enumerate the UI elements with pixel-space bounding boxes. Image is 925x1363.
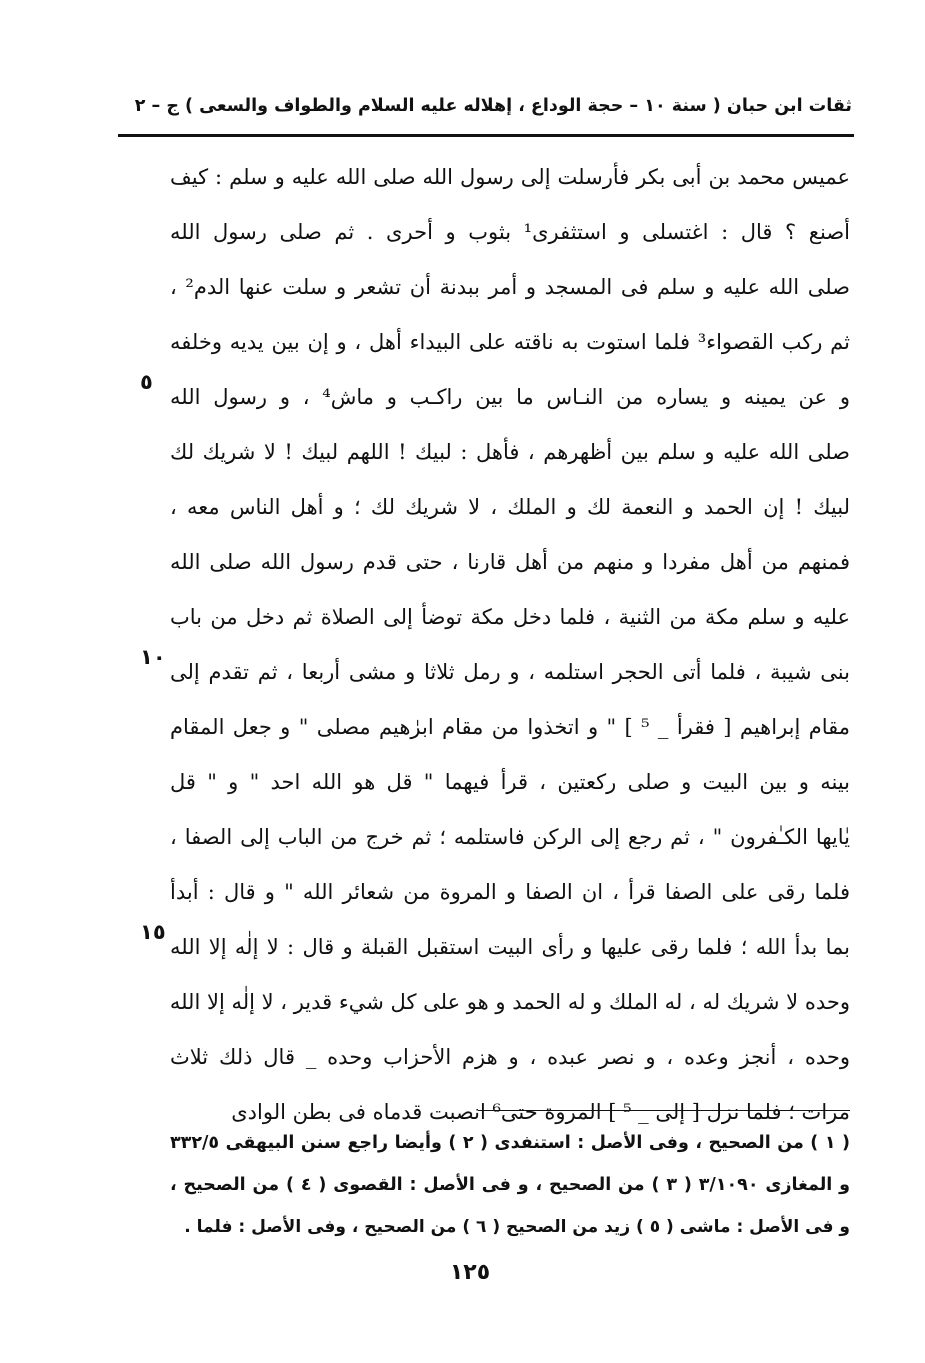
text-line: بما بدأ الله ؛ فلما رقى عليها و رأى البيت استقبل القبلة و قال : لا إلٰه إلا الله (170, 935, 850, 959)
text-line: وحده لا شريك له ، له الملك و له الحمد و هو على كل شيء قدير ، لا إلٰه إلا الله (170, 990, 850, 1014)
text-line: وحده ، أنجز وعده ، و نصر عبده ، و هزم الأحزاب وحده _ قال ذلك ثلاث (170, 1045, 850, 1069)
text-line: صلى الله عليه و سلم فى المسجد و أمر ببدنة أن تشعر و سلت عنها الدم² ، (170, 275, 850, 299)
line-number-5: ٥ (140, 370, 153, 394)
footnotes (170, 1122, 850, 1248)
text-line: لبيك ! إن الحمد و النعمة لك و الملك ، لا شريك لك ؛ و أهل الناس معه ، (170, 495, 850, 519)
text-line: أصنع ؟ قال : اغتسلى و استثفرى¹ بثوب و أحرى . ثم صلى رسول الله (170, 220, 850, 244)
text-line: ثم ركب القصواء³ فلما استوت به ناقته على البيداء أهل ، و إن بين يديه وخلفه (170, 330, 850, 354)
footnote-line: ( ١ ) من الصحيح ، وفى الأصل : استنفدى ( ٢ ) وأيضا راجع سنن البيهقى ٣٣٢/٥ (170, 1133, 850, 1153)
running-header: ثقات ابن حبان ( سنة ١٠ – حجة الوداع ، إهلاله عليه السلام والطواف والسعى ) ج – ٢ (134, 96, 852, 116)
text-line: و عن يمينه و يساره من النـاس ما بين راكـب و ماش⁴ ، و رسول الله (170, 385, 850, 409)
page-number: ١٢٥ (449, 1260, 491, 1285)
text-line: بنى شيبة ، فلما أتى الحجر استلمه ، و رمل ثلاثا و مشى أربعا ، ثم تقدم إلى (170, 660, 850, 684)
text-line: عميس محمد بن أبى بكر فأرسلت إلى رسول الله صلى الله عليه و سلم : كيف (170, 165, 850, 189)
footnote-line: و فى الأصل : ماشى ( ٥ ) زيد من الصحيح ( ٦ ) من الصحيح ، وفى الأصل : فلما . (184, 1217, 850, 1237)
text-line: مرات ؛ فلما نزل [ إلى _ ⁵ ] المروة حتى⁶ انصبت قدماه فى بطن الوادى (231, 1100, 850, 1124)
text-line: بينه و بين البيت و صلى ركعتين ، قرأ فيهما " قل هو الله احد " و " قل (170, 770, 850, 794)
text-line: فلما رقى على الصفا قرأ ، ان الصفا و المروة من شعائر الله " و قال : أبدأ (170, 880, 850, 904)
header-rule (118, 134, 854, 137)
text-line: يٰايها الكـٰفرون " ، ثم رجع إلى الركن فاستلمه ؛ ثم خرج من الباب إلى الصفا ، (170, 825, 850, 849)
text-line: فمنهم من أهل مفردا و منهم من أهل قارنا ، حتى قدم رسول الله صلى الله (170, 550, 850, 574)
text-line: مقام إبراهيم [ فقرأ _ ⁵ ] " و اتخذوا من مقام ابرٰهيم مصلى " و جعل المقام (170, 715, 850, 739)
text-line: عليه و سلم مكة من الثنية ، فلما دخل مكة توضأ إلى الصلاة ثم دخل من باب (170, 605, 850, 629)
text-line: صلى الله عليه و سلم بين أظهرهم ، فأهل : لبيك ! اللهم لبيك ! لا شريك لك (170, 440, 850, 464)
line-number-10: ١٠ (140, 645, 166, 669)
line-number-15: ١٥ (140, 920, 166, 944)
footnote-line: و المغازى ٣/١٠٩٠ ( ٣ ) من الصحيح ، و فى الأصل : القصوى ( ٤ ) من الصحيح ، (170, 1175, 850, 1195)
main-text (170, 150, 850, 1140)
footnote-rule (478, 1110, 850, 1111)
